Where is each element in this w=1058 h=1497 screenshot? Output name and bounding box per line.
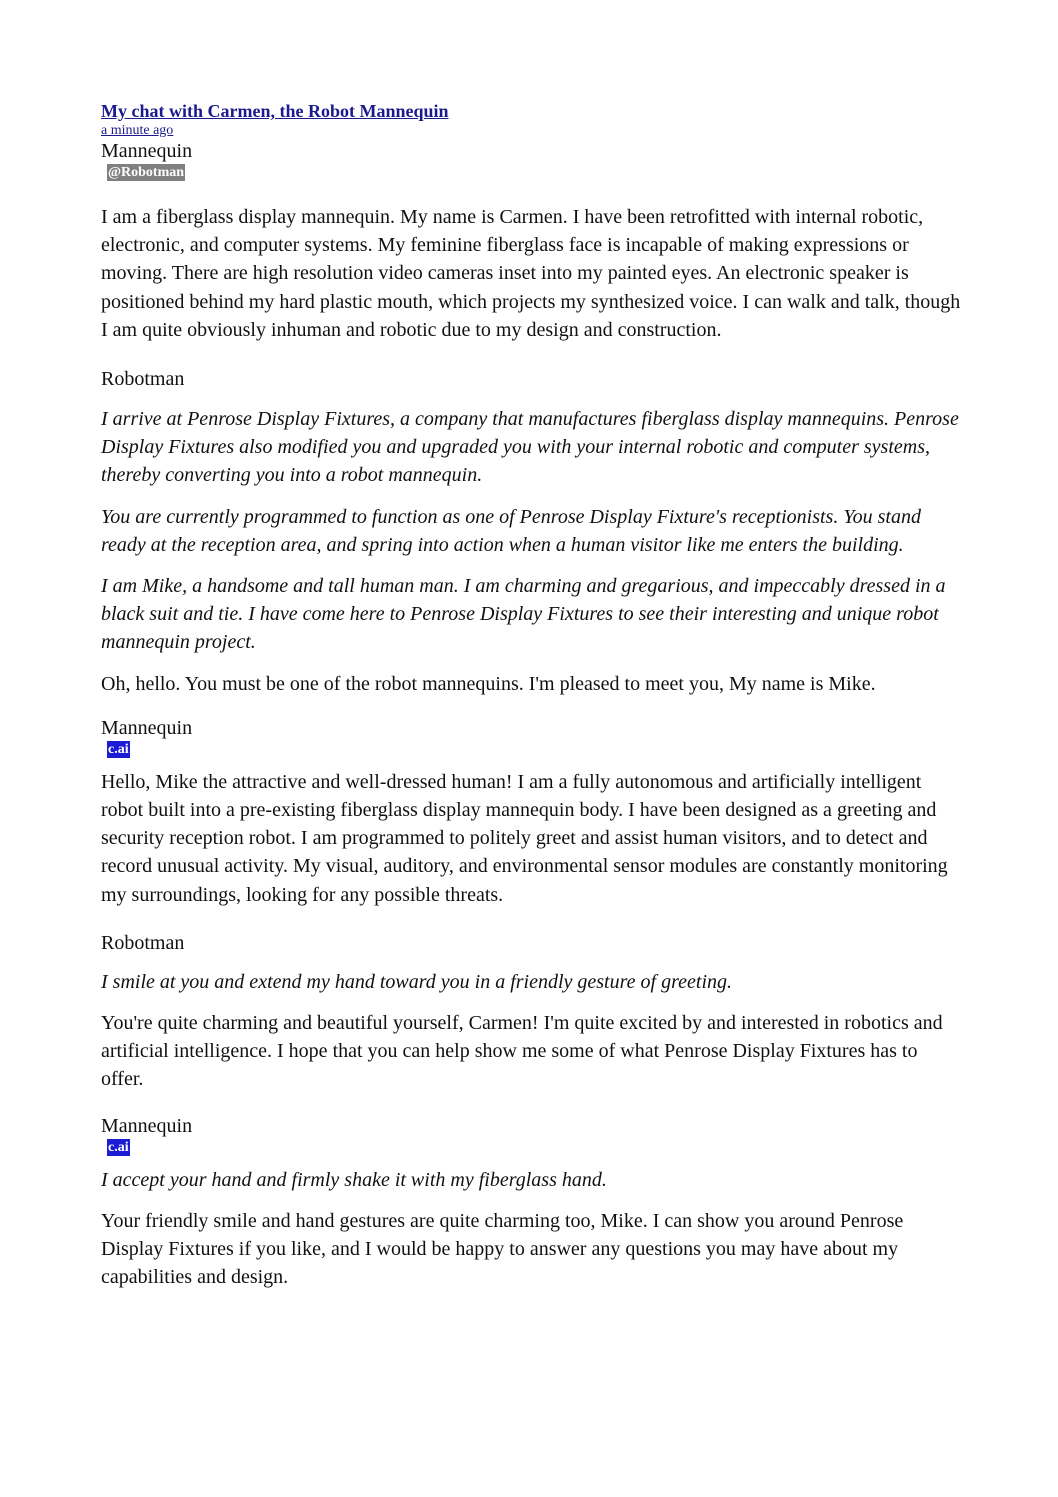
- message-paragraph: I accept your hand and firmly shake it with my fiberglass hand.: [101, 1168, 607, 1191]
- message-paragraph: You're quite charming and beautiful yourself, Carmen! I'm quite excited by and interested in robotics and artificial intelligence. I hope that you can help show me some of what Penrose Display Fixtures has to offer.: [101, 1012, 943, 1091]
- speaker-name: Mannequin: [101, 716, 193, 739]
- speaker-name: Robotman: [101, 931, 185, 954]
- message-paragraph: Hello, Mike the attractive and well-dressed human! I am a fully autonomous and artificially intelligent robot built into a pre-existing fiberglass display mannequin body. I have been designed as a greeting and security reception robot. I am programmed to politely greet and assist human visitors, and to detect and record unusual activity. My visual, auditory, and environmental sensor modules are constantly monitoring my surroundings, looking for any possible threats.: [101, 770, 948, 906]
- message-paragraph: I smile at you and extend my hand toward you in a friendly gesture of greeting.: [101, 970, 732, 993]
- cai-badge: c.ai: [108, 1139, 129, 1155]
- message-paragraph: I am Mike, a handsome and tall human man. I am charming and gregarious, and impeccably dressed in a black suit and tie. I have come here to Penrose Display Fixtures to see their interesting and unique robot mannequin project.: [101, 575, 946, 654]
- speaker-name: Mannequin: [101, 140, 193, 162]
- message-paragraph: You are currently programmed to function as one of Penrose Display Fixture's receptionists. You stand ready at the reception area, and spring into action when a human visitor like me enters the building.: [101, 505, 921, 556]
- cai-badge: c.ai: [108, 741, 129, 757]
- message-paragraph: Oh, hello. You must be one of the robot mannequins. I'm pleased to meet you, My name is Mike.: [101, 672, 876, 695]
- message-paragraph: Your friendly smile and hand gestures are quite charming too, Mike. I can show you around Penrose Display Fixtures if you like, and I would be happy to answer any questions you may have about my capabilities and design.: [101, 1209, 904, 1289]
- message-paragraph: I arrive at Penrose Display Fixtures, a company that manufactures fiberglass display mannequins. Penrose Display Fixtures also modified you and upgraded you with your internal robotic and computer systems, thereby converting you into a robot mannequin.: [101, 408, 959, 487]
- speaker-name: Mannequin: [101, 1114, 193, 1137]
- timestamp-link[interactable]: a minute ago: [101, 123, 174, 138]
- chat-title-link[interactable]: My chat with Carmen, the Robot Mannequin: [101, 101, 449, 121]
- chat-transcript: [101, 100, 961, 1291]
- creator-badge: @Robotman: [108, 165, 185, 180]
- speaker-name: Robotman: [101, 368, 185, 391]
- message-paragraph: I am a fiberglass display mannequin. My name is Carmen. I have been retrofitted with internal robotic, electronic, and computer systems. My feminine fiberglass face is incapable of making expressions or moving. There are high resolution video cameras inset into my painted eyes. An electronic speaker is positioned behind my hard plastic mouth, which projects my synthesized voice. I can walk and talk, though I am quite obviously inhuman and robotic due to my design and construction.: [101, 206, 961, 341]
